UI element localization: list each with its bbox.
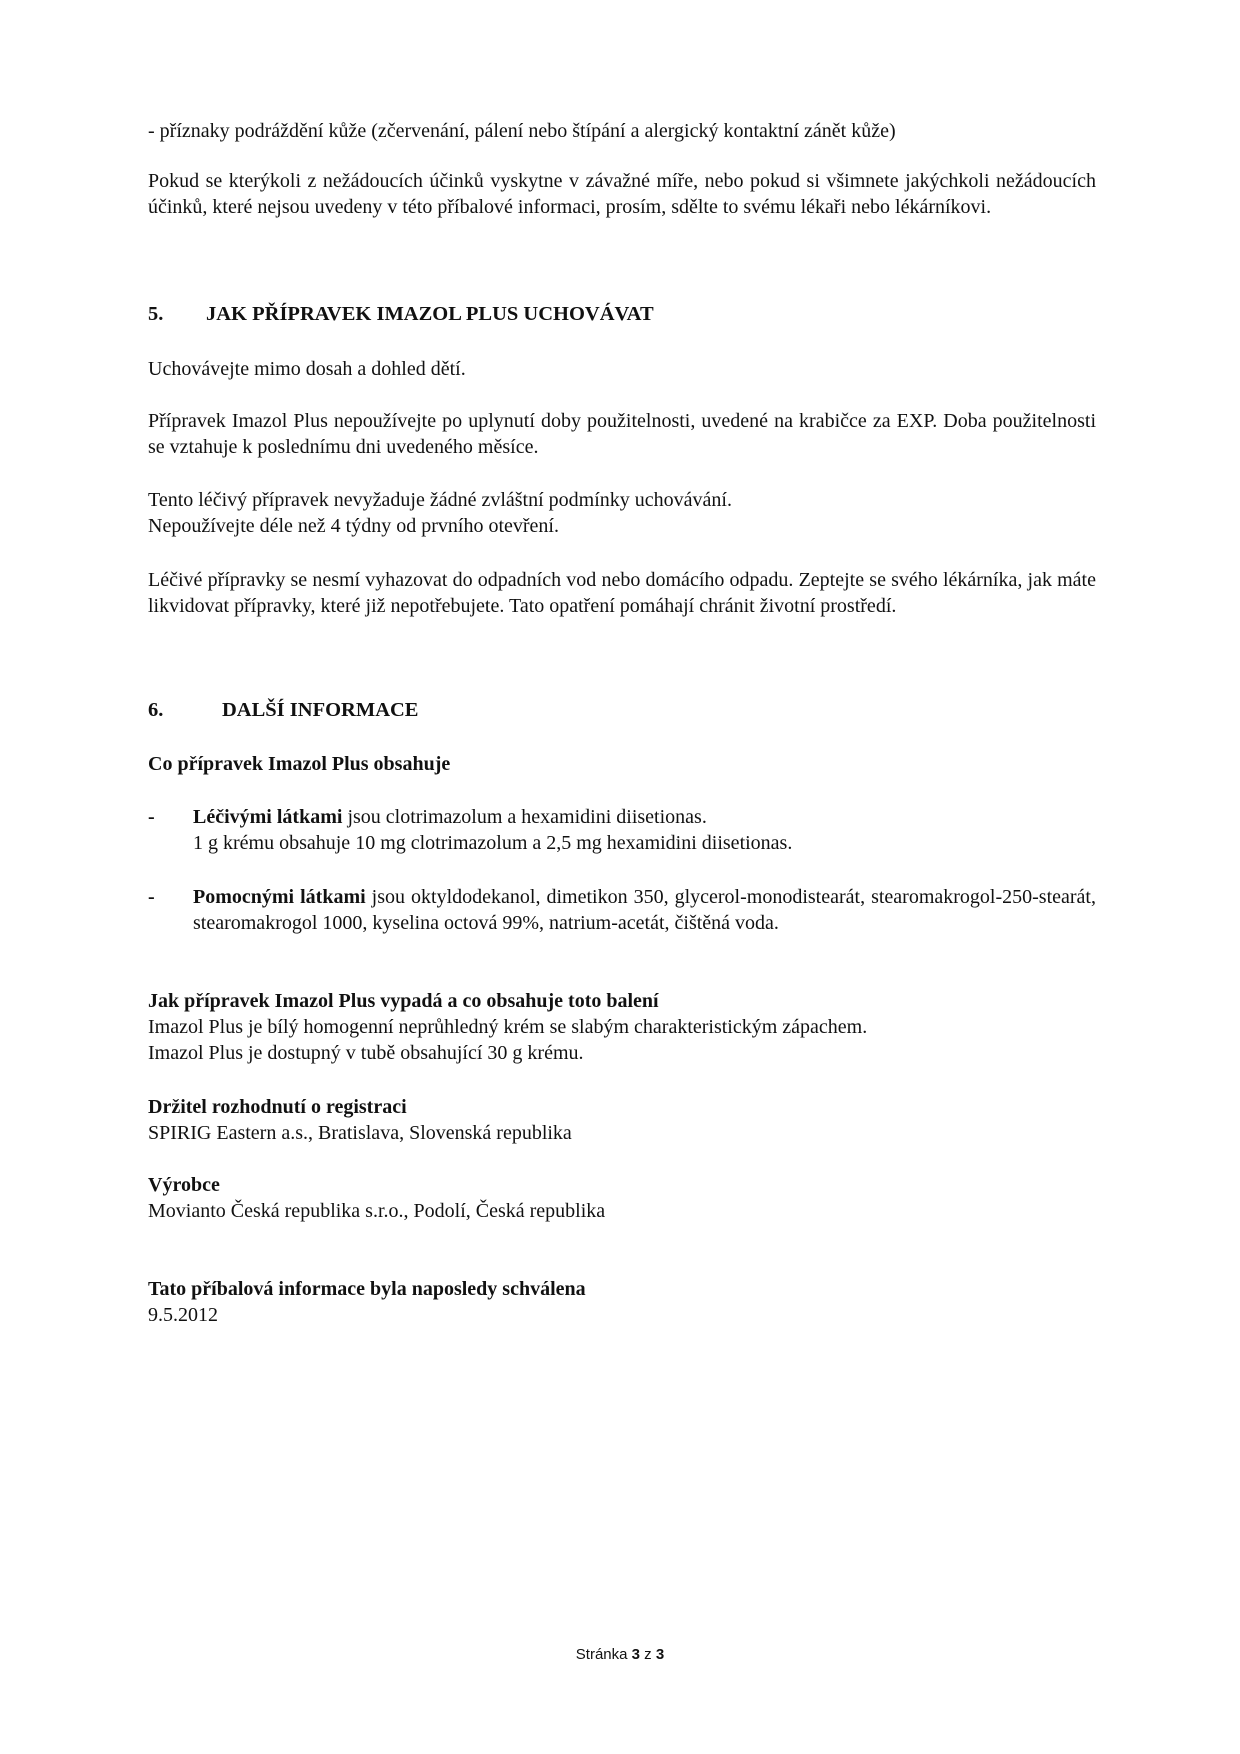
active-substances-amount: 1 g krému obsahuje 10 mg clotrimazolum a 2,5 mg hexamidini diisetionas. xyxy=(193,832,793,854)
storage-conditions-line: Tento léčivý přípravek nevyžaduje žádné zvláštní podmínky uchovávání. xyxy=(148,489,732,511)
manufacturer-heading: Výrobce xyxy=(148,1174,220,1196)
active-substances-item xyxy=(148,804,1096,856)
document-page xyxy=(148,0,1096,1754)
marketing-holder-name: SPIRIG Eastern a.s., Bratislava, Slovenská republika xyxy=(148,1122,572,1144)
page-footer xyxy=(0,1642,1240,1668)
manufacturer-name: Movianto Česká republika s.r.o., Podolí, Česká republika xyxy=(148,1200,606,1222)
list-bullet: - xyxy=(148,806,155,828)
storage-children-paragraph: Uchovávejte mimo dosah a dohled dětí. xyxy=(148,358,466,380)
section-6-number: 6. xyxy=(148,699,164,721)
list-bullet: - xyxy=(148,886,155,908)
section-6-heading xyxy=(148,697,1096,723)
disposal-paragraph: Léčivé přípravky se nesmí vyhazovat do odpadních vod nebo domácího odpadu. Zeptejte se svého lékárníka, jak máte likvidovat přípravky, které již nepotřebujete. Tato opatření pomáhají chránit životní prostředí. xyxy=(148,569,1096,617)
excipients-label: Pomocnými látkami xyxy=(193,886,366,908)
appearance-heading: Jak přípravek Imazol Plus vypadá a co obsahuje toto balení xyxy=(148,990,659,1012)
section-5-number: 5. xyxy=(148,303,164,325)
active-substances-text xyxy=(193,804,1096,830)
side-effect-skin-irritation: - příznaky podráždění kůže (zčervenání, pálení nebo štípání a alergický kontaktní zánět kůže) xyxy=(148,120,896,142)
after-opening-line: Nepoužívejte déle než 4 týdny od prvního otevření. xyxy=(148,515,559,537)
excipients-item xyxy=(148,884,1096,936)
marketing-holder-heading: Držitel rozhodnutí o registraci xyxy=(148,1096,407,1118)
active-substances-value: jsou clotrimazolum a hexamidini diisetionas. xyxy=(342,806,707,828)
footer-prefix: Stránka xyxy=(575,1646,632,1663)
excipients-text xyxy=(193,884,1096,936)
footer-of: z xyxy=(640,1646,656,1663)
contents-heading: Co přípravek Imazol Plus obsahuje xyxy=(148,753,451,775)
approval-date: 9.5.2012 xyxy=(148,1304,218,1326)
total-pages-number: 3 xyxy=(655,1646,665,1663)
current-page-number: 3 xyxy=(631,1646,641,1663)
section-6-title: DALŠÍ INFORMACE xyxy=(222,699,419,721)
expiry-paragraph: Přípravek Imazol Plus nepoužívejte po uplynutí doby použitelnosti, uvedené na krabičce za EXP. Doba použitelnosti se vztahuje k poslednímu dni uvedeného měsíce. xyxy=(148,410,1096,458)
excipients-value: jsou oktyldodekanol, dimetikon 350, glycerol-monodistearát, stearomakrogol-250-stearát, stearomakrogol 1000, kyselina octová 99%, natrium-acetát, čištěná voda. xyxy=(193,886,1096,934)
section-5-heading xyxy=(148,301,1096,327)
appearance-description: Imazol Plus je bílý homogenní neprůhledný krém se slabým charakteristickým zápachem. xyxy=(148,1016,868,1038)
section-5-title: JAK PŘÍPRAVEK IMAZOL PLUS UCHOVÁVAT xyxy=(206,303,654,325)
active-substances-label: Léčivými látkami xyxy=(193,806,343,828)
report-side-effects-paragraph: Pokud se kterýkoli z nežádoucích účinků vyskytne v závažné míře, nebo pokud si všimnete jakýchkoli nežádoucích účinků, které nejsou uvedeny v této příbalové informaci, prosím, sdělte to svému lékaři nebo lékárníkovi. xyxy=(148,170,1096,218)
approval-heading: Tato příbalová informace byla naposledy schválena xyxy=(148,1278,586,1300)
pack-size: Imazol Plus je dostupný v tubě obsahující 30 g krému. xyxy=(148,1042,584,1064)
